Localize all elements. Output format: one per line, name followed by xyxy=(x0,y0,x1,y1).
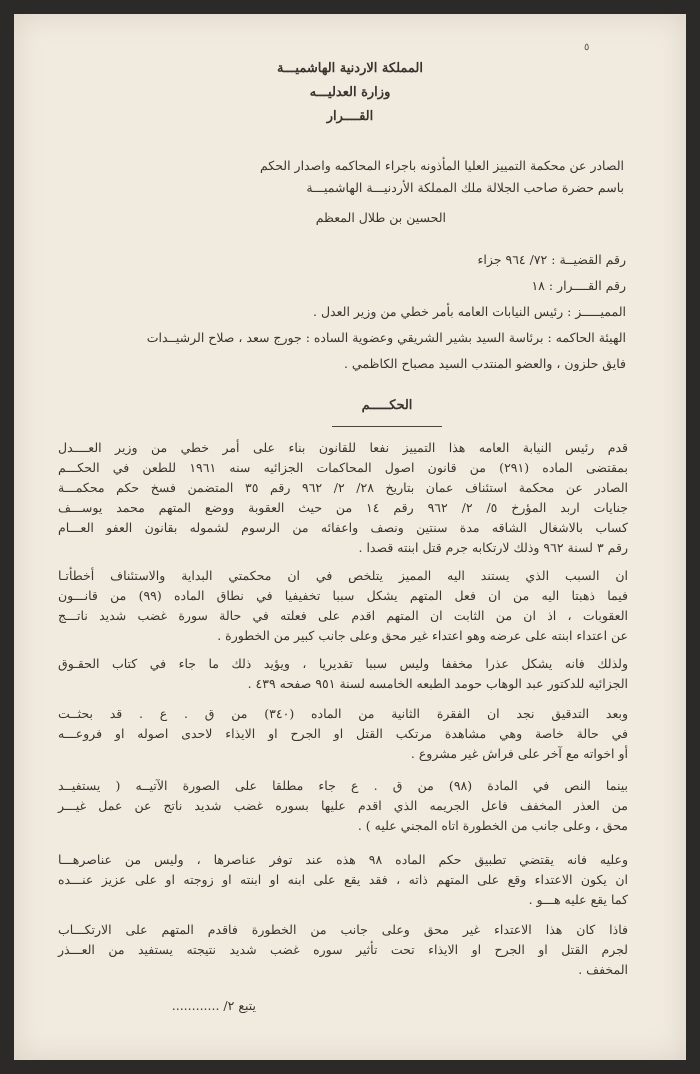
paragraph-4-line: وبعد التدقيق نجد ان الفقرة الثانية من الماده (٣٤٠) من ق . ع . قد بحثــت xyxy=(58,706,628,721)
section-title: الحكـــــم xyxy=(361,398,413,413)
paragraph-5-line: بينما النص في المادة (٩٨) من ق . ع جاء مطلقا على الصورة الآتيــه ( يستفيــد xyxy=(58,778,628,793)
paragraph-1-line: قدم رئيس النيابة العامه هذا التمييز نفعا للقانون بناء على أمر خطي من وزير العــــدل xyxy=(58,440,628,455)
paragraph-3-line: ولذلك فانه يشكل عذرا مخففا وليس سببا تقديريا ، ويؤيد ذلك ما جاء في كتاب الحقـوق xyxy=(58,656,628,671)
paragraph-1-line: كساب بالاشغال الشاقه مدة سنتين ونصف واعفائه من الرسوم لشموله بقانون العفو العـــام xyxy=(58,520,628,535)
paragraph-7-line: لجرم القتل او الجرح او الايذاء تحت تأثير سوره غضب شديد نتيجته يستفيد من العـــذر xyxy=(58,942,628,957)
paragraph-2-line: فيما ذهبتا اليه من ان فعل المتهم يشكل سببا تخفيفيا في نطاق الماده (٩٩) من قانـــون xyxy=(58,588,629,603)
continued-footer: يتبع ٢/ ............ xyxy=(171,998,256,1013)
section-divider xyxy=(332,426,442,427)
paragraph-6-line: كما يقع عليه هـــو . xyxy=(528,892,628,907)
paragraph-1-line: رقم ٣ لسنة ٩٦٢ وذلك لارتكابه جرم قتل ابنته قصدا . xyxy=(358,540,628,555)
paragraph-4-line: أو اخواته مع آخر على فراش غير مشروع . xyxy=(410,746,628,761)
header-ministry: وزارة العدليـــه xyxy=(309,85,391,100)
paragraph-1-line: الصادر عن محكمة استئناف عمان بتاريخ ٢٨/ ٢/ ٩٦٢ رقم ٣٥ المتضمن فسخ حكم محكمـــة xyxy=(58,480,629,495)
paragraph-5-line: من العذر المخفف فاعل الجريمه الذي اقدم عليها بسوره غضب شديد ناتج عن عمل غيـــر xyxy=(58,798,628,813)
header-decision: القــــرار xyxy=(326,109,374,124)
panel-line-2: فايق حلزون ، والعضو المنتدب السيد مصباح الكاظمي . xyxy=(343,356,626,371)
case-number: رقم القضيــة : ٧٢/ ٩٦٤ جزاء xyxy=(477,252,626,267)
paragraph-3-line: الجزائيه للدكتور عبد الوهاب حومد الطبعه الخامسه لسنة ٩٥١ صفحه ٤٣٩ . xyxy=(247,676,628,691)
paragraph-1-line: بمقتضى الماده (٢٩١) من قانون اصول المحاكمات الجزائيه سنه ١٩٦١ للطعن في الحكـــم xyxy=(58,460,629,475)
paragraph-2-line: العقوبات ، اذ ان من الثابت ان المتهم اقدم على فعلته في حالة سورة غضب شديد ناتـــج xyxy=(58,608,628,623)
paragraph-7-line: المخفف . xyxy=(578,962,628,977)
paragraph-2-line: عن اعتداء ابنته على عرضه وهو اعتداء غير محق وعلى جانب كبير من الخطورة . xyxy=(217,628,628,643)
paragraph-2-line: ان السبب الذي يستند اليه المميز يتلخص في ان محكمتي البداية والاستئناف أخطأتـا xyxy=(58,568,628,583)
paragraph-5-line: محق ، وعلى جانب من الخطورة اتاه المجني عليه ) . xyxy=(357,818,628,833)
document-page xyxy=(14,14,686,1060)
paragraph-4-line: في حالة خاصة وهي مشاهدة مرتكب القتل او الجرح او الايذاء لاحدى اصوله او فروعـــه xyxy=(58,726,628,741)
preamble-line-2: باسم حضرة صاحب الجلالة ملك المملكة الأردنيـــة الهاشميـــة xyxy=(306,180,624,195)
preamble-line-1: الصادر عن محكمة التمييز العليا المأذونه باجراء المحاكمه واصدار الحكم xyxy=(259,158,624,173)
paragraph-7-line: فاذا كان هذا الاعتداء غير محق وعلى جانب من الخطورة فاقدم المتهم على الارتكـــاب xyxy=(58,922,628,937)
preamble-line-3: الحسين بن طلال المعظم xyxy=(315,210,446,225)
paragraph-1-line: جنايات اربد المؤرخ ٥/ ٢/ ٩٦٢ رقم ١٤ من حيث العقوبة ووضع المتهم محمد يوســـف xyxy=(58,500,629,515)
header-kingdom: المملكة الاردنية الهاشميـــة xyxy=(277,61,423,76)
panel-line-1: الهيئة الحاكمه : برئاسة السيد بشير الشريقي وعضوية الساده : جورج سعد ، صلاح الرشيــدات xyxy=(146,330,626,345)
page-number: ٥ xyxy=(584,42,590,53)
decision-number: رقم القــــرار : ١٨ xyxy=(531,278,626,293)
paragraph-6-line: ان يكون الاعتداء وقع على المتهم ذاته ، فقد يقع على ابنه او ابنته او زوجته او على عزيز عنـــده xyxy=(58,872,628,887)
paragraph-6-line: وعليه فانه يقتضي تطبيق حكم الماده ٩٨ هذه عند توفر عناصرها ، وليس من عناصرهـــا xyxy=(58,852,628,867)
appellant: المميـــــز : رئيس النيابات العامه بأمر خطي من وزير العدل . xyxy=(313,304,626,319)
